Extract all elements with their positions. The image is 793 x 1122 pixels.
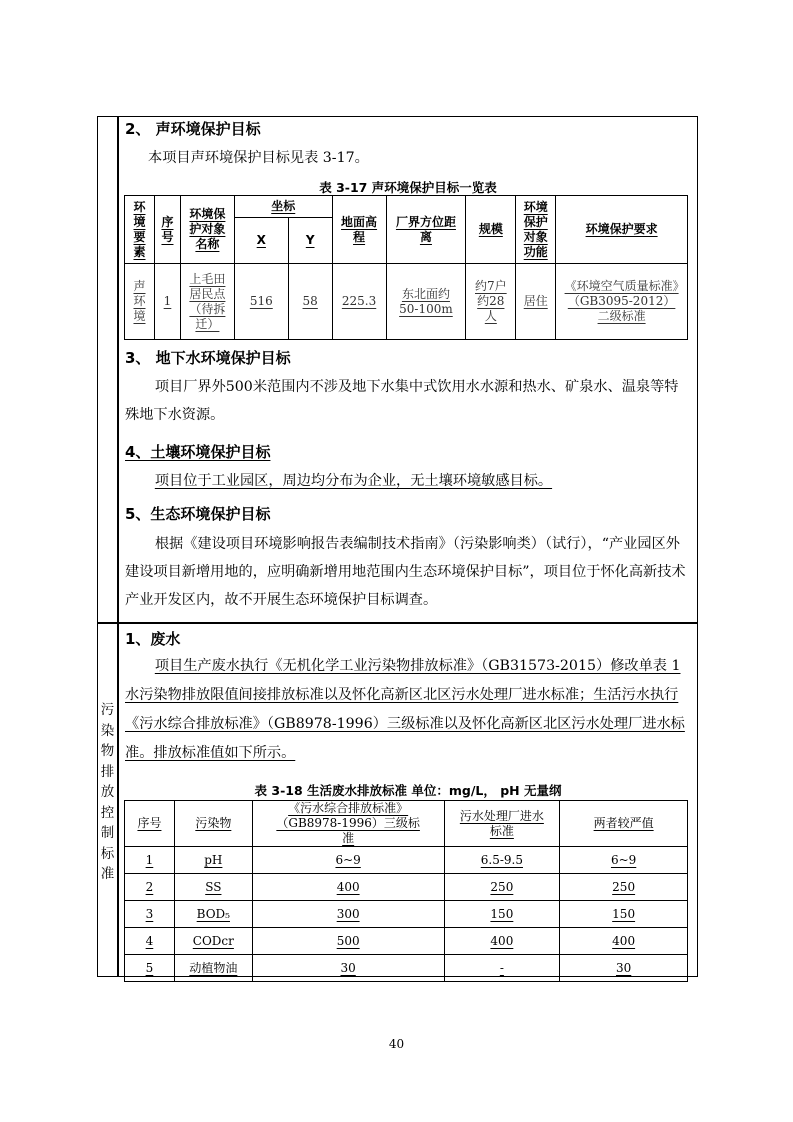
cell-standard: 500 — [252, 928, 444, 955]
side-char: 标 — [100, 845, 115, 862]
cell-requirement: 《环境空气质量标准》（GB3095-2012）二级标准 — [556, 264, 688, 340]
th-pollutant: 污染物 — [174, 801, 252, 847]
cell-pollutant: pH — [174, 847, 252, 874]
side-char: 控 — [100, 804, 115, 821]
cell-pollutant: BOD₅ — [174, 901, 252, 928]
eco-text: 根据《建设项目环境影响报告表编制技术指南》（污染影响类）（试行），“产业园区外建设项目新增用地的，应明确新增用地范围内生态环境保护目标”，项目位于怀化高新技术产业开发区内，故不开展生态环境保护目标调查。 — [125, 536, 686, 608]
cell-y: 58 — [288, 264, 332, 340]
cell-pollutant: 动植物油 — [174, 955, 252, 982]
cell-standard: 6~9 — [252, 847, 444, 874]
cell-x: 516 — [234, 264, 288, 340]
cell-env-element: 声环境 — [125, 264, 155, 340]
th-elevation: 地面高程 — [332, 196, 386, 264]
cell-stricter: 400 — [560, 928, 688, 955]
th-plant: 污水处理厂进水标准 — [444, 801, 560, 847]
heading-soil: 4、土壤环境保护目标 — [125, 443, 271, 461]
side-char: 排 — [100, 763, 115, 780]
cell-direction: 东北面约50-100m — [386, 264, 466, 340]
heading-wastewater: 1、废水 — [125, 630, 181, 648]
cell-plant: 150 — [444, 901, 560, 928]
table-caption-3-17: 表 3-17 声环境保护目标一览表 — [319, 180, 497, 195]
th-direction: 厂界方位距离 — [386, 196, 466, 264]
cell-plant: - — [444, 955, 560, 982]
th-coord: 坐标 — [234, 196, 332, 218]
cell-seq: 2 — [125, 874, 175, 901]
th-requirement: 环境保护要求 — [556, 196, 688, 264]
cell-stricter: 150 — [560, 901, 688, 928]
side-char: 物 — [100, 743, 115, 759]
th-seq: 序号 — [125, 801, 175, 847]
th-x: X — [234, 218, 288, 264]
cell-stricter: 250 — [560, 874, 688, 901]
heading-eco: 5、生态环境保护目标 — [125, 505, 271, 523]
table-row — [125, 928, 688, 955]
heading-groundwater: 3、 地下水环境保护目标 — [125, 349, 291, 367]
cell-pollutant: SS — [174, 874, 252, 901]
cell-stricter: 30 — [560, 955, 688, 982]
cell-seq: 3 — [125, 901, 175, 928]
th-seq: 序号 — [154, 196, 180, 264]
cell-standard: 300 — [252, 901, 444, 928]
table-row — [125, 901, 688, 928]
cell-seq: 1 — [154, 264, 180, 340]
frame-divider-horizontal — [97, 622, 698, 624]
th-scale: 规模 — [466, 196, 516, 264]
table-row — [125, 264, 688, 340]
cell-standard: 400 — [252, 874, 444, 901]
th-target-name: 环境保护对象名称 — [180, 196, 234, 264]
table-row — [125, 955, 688, 982]
cell-target-name: 上毛田居民点（待拆迁） — [180, 264, 234, 340]
noise-target-table — [124, 195, 688, 340]
side-char: 准 — [100, 866, 115, 882]
cell-plant: 250 — [444, 874, 560, 901]
cell-scale: 约7户约28人 — [466, 264, 516, 340]
cell-pollutant: CODcr — [174, 928, 252, 955]
th-standard: 《污水综合排放标准》（GB8978-1996）三级标准 — [252, 801, 444, 847]
side-char: 放 — [100, 784, 115, 800]
cell-plant: 400 — [444, 928, 560, 955]
wastewater-text: 项目生产废水执行《无机化学工业污染物排放标准》（GB31573-2015）修改单表 1 水污染物排放限值间接排放标准以及怀化高新区北区污水处理厂进水标准；生活污水执行《污水综合排放标准》（GB8978-1996）三级标准以及怀化高新区北区污水处理厂进水标准。排放标准值如下所示。 — [125, 658, 685, 761]
th-env-element: 环境要素 — [125, 196, 155, 264]
cell-seq: 4 — [125, 928, 175, 955]
side-char: 染 — [100, 722, 115, 739]
table-row — [125, 847, 688, 874]
heading-noise: 2、 声环境保护目标 — [125, 120, 261, 138]
soil-text: 项目位于工业园区，周边均分布为企业，无土壤环境敏感目标。 — [154, 473, 553, 489]
side-char: 制 — [100, 825, 115, 841]
th-y: Y — [288, 218, 332, 264]
table-caption-3-18: 表 3-18 生活废水排放标准 单位：mg/L， pH 无量纲 — [254, 783, 562, 798]
cell-function: 居住 — [516, 264, 556, 340]
th-stricter: 两者较严值 — [560, 801, 688, 847]
th-function: 环境保护对象功能 — [516, 196, 556, 264]
side-label-pollutant-standard — [97, 700, 118, 885]
wastewater-standard-table — [124, 800, 688, 982]
cell-standard: 30 — [252, 955, 444, 982]
table-row — [125, 874, 688, 901]
groundwater-text: 项目厂界外500米范围内不涉及地下水集中式饮用水水源和热水、矿泉水、温泉等特殊地下水资源。 — [125, 379, 679, 423]
cell-seq: 5 — [125, 955, 175, 982]
page-number: 40 — [388, 1037, 405, 1051]
side-char: 污 — [100, 702, 115, 718]
cell-seq: 1 — [125, 847, 175, 874]
cell-stricter: 6~9 — [560, 847, 688, 874]
cell-elevation: 225.3 — [332, 264, 386, 340]
noise-intro: 本项目声环境保护目标见表 3-17。 — [148, 150, 369, 166]
cell-plant: 6.5-9.5 — [444, 847, 560, 874]
